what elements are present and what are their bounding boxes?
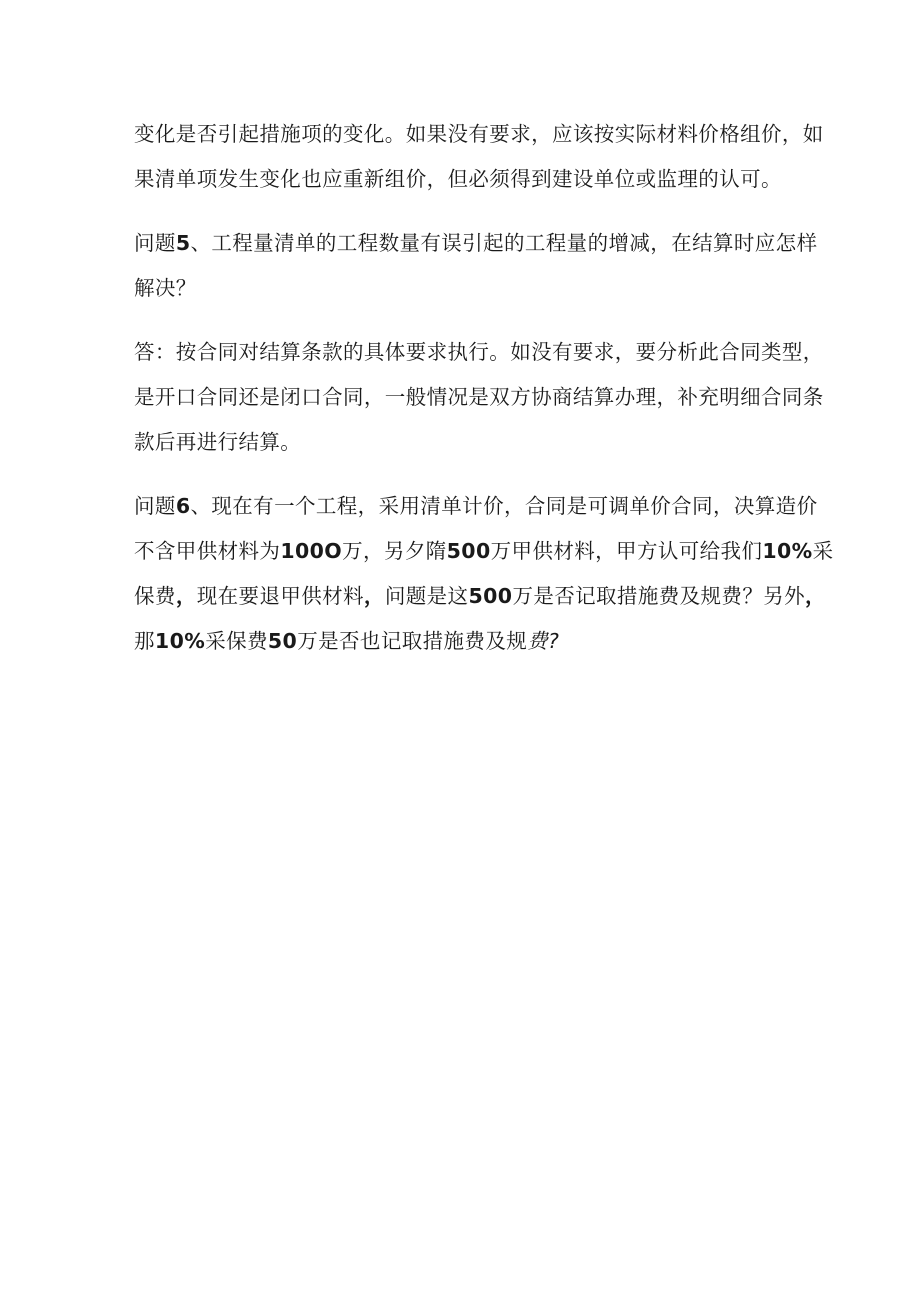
bold-number: 10% (762, 539, 813, 563)
text-line (134, 619, 794, 664)
text-line (134, 330, 824, 375)
text-run: 万是否也记取措施费及规 (297, 629, 528, 653)
bold-number: 500 (468, 584, 513, 608)
text-run: 答：按合同对结算条款的具体要求执行。如没有要求，要分析此合同类型， (134, 340, 824, 364)
text-run: 万，另夕隋 (342, 539, 447, 563)
text-run: 问题是这 (384, 584, 469, 608)
text-line (134, 375, 824, 420)
paragraph-question-5 (134, 221, 818, 311)
text-line (134, 112, 824, 157)
text-line (134, 529, 834, 574)
text-line (134, 221, 818, 266)
text-run: 万甲供材料，甲方认可给我们 (490, 539, 763, 563)
text-run: 问题 (134, 231, 176, 255)
bold-punctuation: ， (805, 584, 826, 608)
text-run: 款后再进行结算。 (134, 430, 302, 454)
text-line (134, 157, 794, 202)
text-run: 果清单项发生变化也应重新组价，但必须得到建设单位或监理的认可。 (134, 167, 782, 191)
bold-number: 500 (446, 539, 491, 563)
bold-punctuation: ， (363, 584, 385, 608)
text-run: 那 (134, 629, 155, 653)
paragraph-1 (134, 112, 824, 202)
bold-number: 100O (280, 539, 343, 563)
question-number: 6 (175, 494, 191, 518)
text-line (134, 420, 794, 465)
text-line (134, 574, 826, 619)
text-run: 现在要退甲供材料 (196, 584, 364, 608)
text-run: 问题 (134, 494, 176, 518)
text-run: 不含甲供材料为 (134, 539, 281, 563)
text-run: 、现在有一个工程，采用清单计价，合同是可调单价合同，决算造价 (190, 494, 818, 518)
text-run: 保费 (134, 584, 176, 608)
text-run: 、工程量清单的工程数量有误引起的工程量的增减，在结算时应怎样 (190, 231, 818, 255)
text-line (134, 266, 794, 311)
paragraph-answer-5 (134, 330, 824, 465)
text-run: 万是否记取措施费及规费？另外 (512, 584, 806, 608)
text-run: 解决？ (134, 276, 197, 300)
text-line (134, 484, 818, 529)
question-number: 5 (175, 231, 191, 255)
text-run: 变化是否引起措施项的变化。如果没有要求，应该按实际材料价格组价，如 (134, 122, 824, 146)
bold-number: 10% (154, 629, 206, 653)
text-run: 是开口合同还是闭口合同，一般情况是双方协商结算办理，补充明细合同条 (134, 385, 824, 409)
bold-punctuation: ， (175, 584, 197, 608)
text-run: 采 (812, 539, 834, 563)
document-body (134, 112, 834, 664)
paragraph-question-6 (134, 484, 834, 664)
text-run: 采保费 (205, 629, 268, 653)
bold-number: 50 (267, 629, 298, 653)
italic-text: 费? (527, 629, 560, 653)
